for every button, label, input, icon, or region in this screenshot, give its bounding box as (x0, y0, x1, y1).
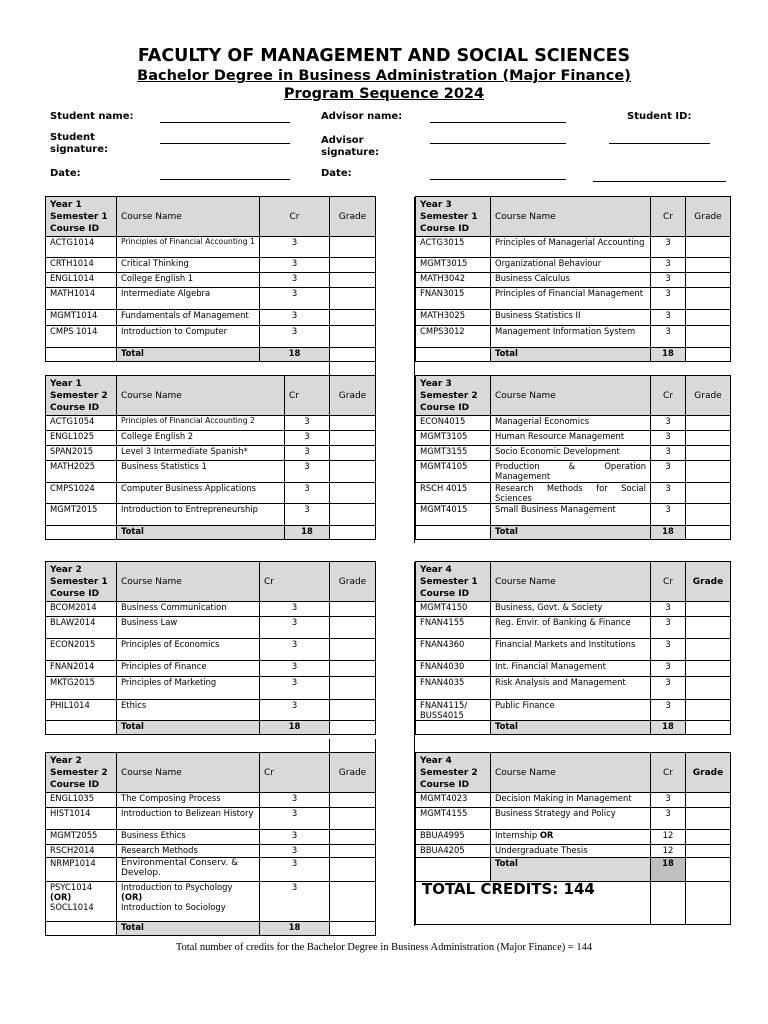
total-credits-row (416, 882, 731, 925)
total-row: Total 18 (416, 526, 731, 540)
table-row: MGMT4015 Small Business Management 3 (416, 504, 731, 526)
grade-cell[interactable] (686, 461, 731, 483)
table-row: BCOM2014 Business Communication 3 (46, 602, 376, 617)
table-row: FNAN4030 Int. Financial Management 3 (416, 661, 731, 677)
grade-header: Grade (686, 562, 731, 602)
table-row: MGMT3105 Human Resource Management 3 (416, 431, 731, 446)
student-date-field[interactable] (160, 179, 290, 180)
table-row: ECON4015 Managerial Economics 3 (416, 416, 731, 431)
grade-cell[interactable] (330, 808, 376, 830)
grade-cell[interactable] (686, 617, 731, 639)
table-row: MGMT2055 Business Ethics 3 (46, 830, 376, 845)
grade-cell[interactable] (330, 461, 376, 483)
total-row: Total 18 (46, 526, 376, 540)
year3-semester1-table (415, 196, 731, 362)
table-row: CMPS3012 Management Information System 3 (416, 326, 731, 348)
grade-cell[interactable] (686, 845, 731, 858)
grade-cell[interactable] (686, 416, 731, 431)
grade-cell[interactable] (330, 288, 376, 310)
year3-semester2-table (415, 375, 731, 540)
grade-cell[interactable] (330, 326, 376, 348)
year4-semester1-table (415, 561, 731, 735)
grade-cell[interactable] (330, 845, 376, 858)
year-header: Year 3 Semester 2 Course ID (416, 376, 491, 416)
sequence-title: Program Sequence 2024 (283, 86, 485, 102)
grade-cell[interactable] (686, 310, 731, 326)
grade-cell[interactable] (686, 288, 731, 310)
table-row: ACTG1014 Principles of Financial Accounting 1 3 (46, 237, 376, 258)
grade-header: Grade (330, 562, 376, 602)
advisor-date-field[interactable] (430, 179, 566, 180)
grade-cell[interactable] (330, 273, 376, 288)
footer-note: Total number of credits for the Bachelor Degree in Business Administration (Major Finance) = 144 (175, 942, 593, 953)
grade-cell[interactable] (686, 793, 731, 808)
extra-date-field[interactable] (593, 181, 726, 182)
table-spacer (386, 562, 415, 926)
grade-cell[interactable] (330, 793, 376, 808)
table-row: ENGL1035 The Composing Process 3 (46, 793, 376, 808)
table-row: MGMT1014 Fundamentals of Management 3 (46, 310, 376, 326)
advisor-signature-label: Advisor signature: (321, 135, 380, 158)
total-row: Total 18 (416, 721, 731, 735)
table-row: BLAW2014 Business Law 3 (46, 617, 376, 639)
course-name-header: Course Name (491, 753, 651, 793)
student-signature-label: Student signature: (50, 132, 109, 155)
table-row: MGMT4105 Production & Operation Management 3 (416, 461, 731, 483)
grade-cell[interactable] (330, 830, 376, 845)
year1-semester1-table (45, 196, 376, 362)
grade-cell[interactable] (686, 830, 731, 845)
total-row: Total 18 (46, 721, 376, 735)
grade-cell[interactable] (330, 483, 376, 504)
credits-header: Cr (260, 753, 330, 793)
credits-header: Cr (260, 197, 330, 237)
grade-cell[interactable] (686, 661, 731, 677)
table-row: BBUA4995 Internship OR 12 (416, 830, 731, 845)
year1-semester2-table (45, 375, 376, 540)
student-id-label: Student ID: (627, 111, 692, 122)
table-row: MKTG2015 Principles of Marketing 3 (46, 677, 376, 700)
table-row: MATH3042 Business Calculus 3 (416, 273, 731, 288)
course-name-header: Course Name (117, 197, 260, 237)
grade-cell[interactable] (330, 639, 376, 661)
year-header: Year 2 Semester 2 Course ID (46, 753, 117, 793)
table-row: MATH3025 Business Statistics II 3 (416, 310, 731, 326)
table-row: MGMT4150 Business, Govt. & Society 3 (416, 602, 731, 617)
date-label-advisor: Date: (321, 168, 352, 179)
table-spacer (329, 739, 376, 753)
table-row: MGMT4155 Business Strategy and Policy 3 (416, 808, 731, 830)
grade-cell[interactable] (686, 504, 731, 526)
table-spacer (329, 362, 376, 376)
year-header: Year 4 Semester 1 Course ID (416, 562, 491, 602)
credits-header: Cr (651, 753, 686, 793)
course-name-header: Course Name (491, 376, 651, 416)
total-row: Total 18 (416, 858, 731, 882)
grade-cell[interactable] (686, 326, 731, 348)
year-header: Year 3 Semester 1 Course ID (416, 197, 491, 237)
grade-cell[interactable] (686, 273, 731, 288)
date-label-student: Date: (50, 168, 81, 179)
credits-header: Cr (651, 376, 686, 416)
table-row: ACTG1054 Principles of Financial Accounting 2 3 (46, 416, 376, 431)
total-row: Total 18 (46, 922, 376, 936)
total-row: Total 18 (46, 348, 376, 362)
table-row: PHIL1014 Ethics 3 (46, 700, 376, 721)
year-header: Year 2 Semester 1 Course ID (46, 562, 117, 602)
grade-cell[interactable] (330, 310, 376, 326)
faculty-title: FACULTY OF MANAGEMENT AND SOCIAL SCIENCES (137, 46, 631, 66)
grade-cell[interactable] (330, 882, 376, 922)
advisor-name-field[interactable] (430, 122, 566, 123)
table-row: FNAN4360 Financial Markets and Institutions 3 (416, 639, 731, 661)
grade-cell[interactable] (330, 258, 376, 273)
grade-cell[interactable] (330, 446, 376, 461)
grade-cell[interactable] (330, 237, 376, 258)
table-row: SPAN2015 Level 3 Intermediate Spanish* 3 (46, 446, 376, 461)
credits-header: Cr (651, 562, 686, 602)
grade-cell[interactable] (330, 431, 376, 446)
table-row: HIST1014 Introduction to Belizean History 3 (46, 808, 376, 830)
year-header: Year 1 Semester 1 Course ID (46, 197, 117, 237)
table-row: PSYC1014 (OR) SOCL1014 Introduction to Psychology (OR) Introduction to Sociology 3 (46, 882, 376, 922)
course-name-header: Course Name (491, 562, 651, 602)
degree-title: Bachelor Degree in Business Administration (Major Finance) (137, 68, 631, 84)
grade-header: Grade (686, 753, 731, 793)
table-row: RSCH 4015 Research Methods for Social Sciences 3 (416, 483, 731, 504)
grade-cell[interactable] (330, 416, 376, 431)
table-row: CMPS1024 Computer Business Applications 3 (46, 483, 376, 504)
credits-header: Cr (260, 562, 330, 602)
course-name-header: Course Name (117, 753, 260, 793)
grade-cell[interactable] (686, 602, 731, 617)
table-row: ENGL1025 College English 2 3 (46, 431, 376, 446)
total-credits-label: TOTAL CREDITS: 144 (422, 881, 595, 898)
table-row: MATH2025 Business Statistics 1 3 (46, 461, 376, 483)
credits-header: Cr (285, 376, 330, 416)
year-header: Year 4 Semester 2 Course ID (416, 753, 491, 793)
advisor-name-label: Advisor name: (321, 111, 403, 122)
table-row: FNAN3015 Principles of Financial Management 3 (416, 288, 731, 310)
table-row: RSCH2014 Research Methods 3 (46, 845, 376, 858)
grade-cell[interactable] (686, 446, 731, 461)
advisor-signature-field[interactable] (430, 143, 566, 144)
grade-header: Grade (330, 197, 376, 237)
student-signature-field[interactable] (160, 143, 290, 144)
grade-cell[interactable] (686, 639, 731, 661)
table-row: FNAN4035 Risk Analysis and Management 3 (416, 677, 731, 700)
course-name-header: Course Name (117, 376, 285, 416)
grade-header: Grade (330, 753, 376, 793)
table-row: MGMT4023 Decision Making in Management 3 (416, 793, 731, 808)
table-row: ENGL1014 College English 1 3 (46, 273, 376, 288)
table-row: MGMT3015 Organizational Behaviour 3 (416, 258, 731, 273)
table-row: BBUA4205 Undergraduate Thesis 12 (416, 845, 731, 858)
table-row: FNAN2014 Principles of Finance 3 (46, 661, 376, 677)
course-name-header: Course Name (117, 562, 260, 602)
grade-cell[interactable] (330, 504, 376, 526)
table-spacer (386, 197, 415, 543)
year-header: Year 1 Semester 2 Course ID (46, 376, 117, 416)
grade-cell[interactable] (330, 677, 376, 700)
credits-header: Cr (651, 197, 686, 237)
grade-cell[interactable] (686, 483, 731, 504)
year2-semester2-table (45, 752, 376, 936)
table-row: CRTH1014 Critical Thinking 3 (46, 258, 376, 273)
grade-cell[interactable] (330, 602, 376, 617)
table-row: FNAN4115/ BUSS4015 Public Finance 3 (416, 700, 731, 721)
grade-header: Grade (686, 376, 731, 416)
total-row: Total 18 (416, 348, 731, 362)
grade-cell[interactable] (330, 700, 376, 721)
year2-semester1-table (45, 561, 376, 735)
table-row: MATH1014 Intermediate Algebra 3 (46, 288, 376, 310)
student-name-field[interactable] (160, 122, 290, 123)
student-name-label: Student name: (50, 111, 134, 122)
student-id-field[interactable] (609, 143, 710, 144)
grade-cell[interactable] (686, 258, 731, 273)
grade-cell[interactable] (686, 808, 731, 830)
table-row: MGMT3155 Socio Economic Development 3 (416, 446, 731, 461)
table-row: ACTG3015 Principles of Managerial Accounting 3 (416, 237, 731, 258)
table-row: NRMP1014 Environmental Conserv. & Develop. 3 (46, 858, 376, 882)
grade-cell[interactable] (686, 431, 731, 446)
table-row: MGMT2015 Introduction to Entrepreneurship 3 (46, 504, 376, 526)
grade-header: Grade (686, 197, 731, 237)
grade-cell[interactable] (330, 617, 376, 639)
year4-semester2-table (415, 752, 731, 925)
grade-cell[interactable] (686, 677, 731, 700)
grade-cell[interactable] (686, 700, 731, 721)
table-row: ECON2015 Principles of Economics 3 (46, 639, 376, 661)
course-name-header: Course Name (491, 197, 651, 237)
grade-cell[interactable] (330, 858, 376, 882)
table-row: CMPS 1014 Introduction to Computer 3 (46, 326, 376, 348)
table-row: FNAN4155 Reg. Envir. of Banking & Finance 3 (416, 617, 731, 639)
grade-cell[interactable] (686, 237, 731, 258)
grade-header: Grade (330, 376, 376, 416)
grade-cell[interactable] (330, 661, 376, 677)
